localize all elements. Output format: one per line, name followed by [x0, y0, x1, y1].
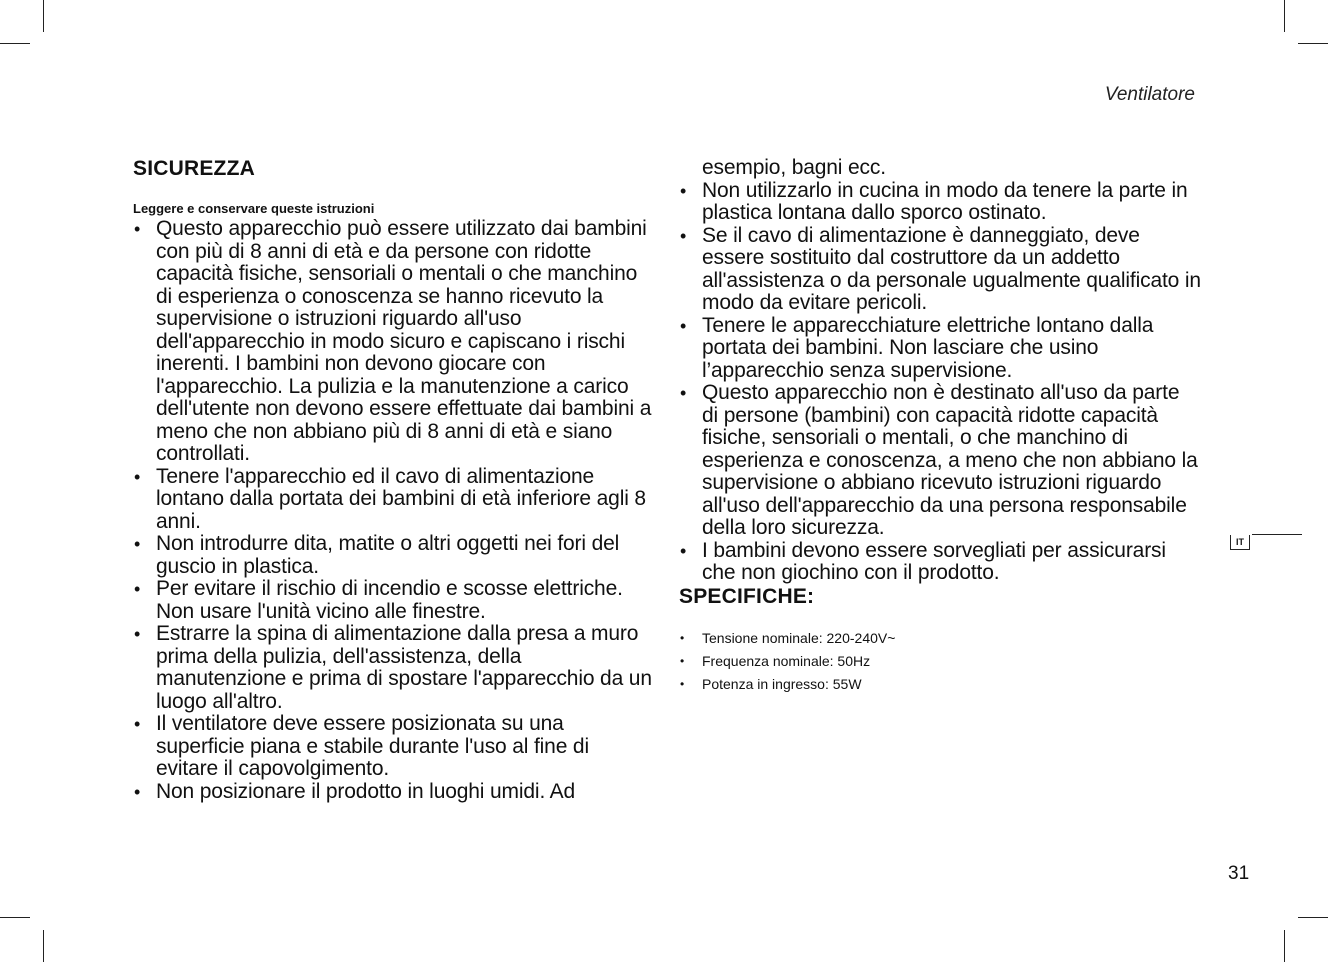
- safety-title: SICUREZZA: [133, 157, 255, 180]
- list-item: • Questo apparecchio può essere utilizzato dai bambini con più di 8 anni di età e da persone con ridotte capacità fisiche, sensoriali o mentali o che manchino di esperienza o conoscenza se hanno ricevuto la supervisione o istruzioni riguardo all'uso dell'apparecchio in modo sicuro e capiscano i rischi inerenti. I bambini non devono giocare con l'apparecchio. La pulizia e la manutenzione a carico dell'utente non devono essere effettuate dai bambini a meno che non abbiano più di 8 anni di età e siano controllati.: [133, 218, 653, 466]
- list-item: • Non posizionare il prodotto in luoghi umidi. Ad: [133, 781, 653, 804]
- safety-list-right: [679, 180, 1201, 585]
- list-item: • Questo apparecchio non è destinato all'uso da parte di persone (bambini) con capacità ridotte capacità fisiche, sensoriali o mentali, o che manchino di esperienza e conoscenza, a meno che non abbiano la supervisione o abbiano ricevuto istruzioni riguardo all'uso dell'apparecchio da una persona responsabile della loro sicurezza.: [679, 382, 1201, 540]
- crop-mark: [0, 43, 30, 44]
- specs-list: [679, 627, 1201, 696]
- list-item-continuation: esempio, bagni ecc.: [702, 156, 886, 179]
- safety-subtitle: Leggere e conservare queste istruzioni: [133, 201, 375, 216]
- crop-mark: [0, 917, 30, 918]
- list-item: • I bambini devono essere sorvegliati per assicurarsi che non giochino con il prodotto.: [679, 540, 1201, 585]
- left-column: [133, 157, 653, 803]
- crop-mark: [1298, 917, 1328, 918]
- list-item: • Estrarre la spina di alimentazione dalla presa a muro prima della pulizia, dell'assistenza, della manutenzione e prima di spostare l'apparecchio da un luogo all'altro.: [133, 623, 653, 713]
- list-item: • Per evitare il rischio di incendio e scosse elettriche. Non usare l'unità vicino alle finestre.: [133, 578, 653, 623]
- language-tab: IT: [1230, 535, 1250, 550]
- page-number: 31: [1228, 863, 1250, 884]
- crop-mark: [1284, 930, 1285, 962]
- specs-title: SPECIFICHE:: [679, 584, 815, 608]
- crop-mark: [43, 0, 44, 32]
- list-item: • Il ventilatore deve essere posizionata su una superficie piana e stabile durante l'uso al fine di evitare il capovolgimento.: [133, 713, 653, 781]
- list-item: • Non utilizzarlo in cucina in modo da tenere la parte in plastica lontana dallo sporco ostinato.: [679, 180, 1201, 225]
- list-item: • Tenere l'apparecchio ed il cavo di alimentazione lontano dalla portata dei bambini di età inferiore agli 8 anni.: [133, 466, 653, 534]
- list-item: • Tenere le apparecchiature elettriche lontano dalla portata dei bambini. Non lasciare che usino l’apparecchio senza supervisione.: [679, 315, 1201, 383]
- spec-item: • Potenza in ingresso: 55W: [679, 673, 1201, 696]
- side-tab-rule: [1252, 534, 1302, 535]
- spec-item: • Tensione nominale: 220-240V~: [679, 627, 1201, 650]
- safety-list-left: [133, 218, 653, 803]
- list-item: • Se il cavo di alimentazione è danneggiato, deve essere sostituito dal costruttore da un addetto all'assistenza o da personale ugualmente qualificato in modo da evitare pericoli.: [679, 225, 1201, 315]
- right-column: [679, 157, 1201, 696]
- list-item: • Non introdurre dita, matite o altri oggetti nei fori del guscio in plastica.: [133, 533, 653, 578]
- running-header: Ventilatore: [1104, 84, 1195, 105]
- crop-mark: [1284, 0, 1285, 32]
- crop-mark: [1298, 43, 1328, 44]
- crop-mark: [43, 930, 44, 962]
- spec-item: • Frequenza nominale: 50Hz: [679, 650, 1201, 673]
